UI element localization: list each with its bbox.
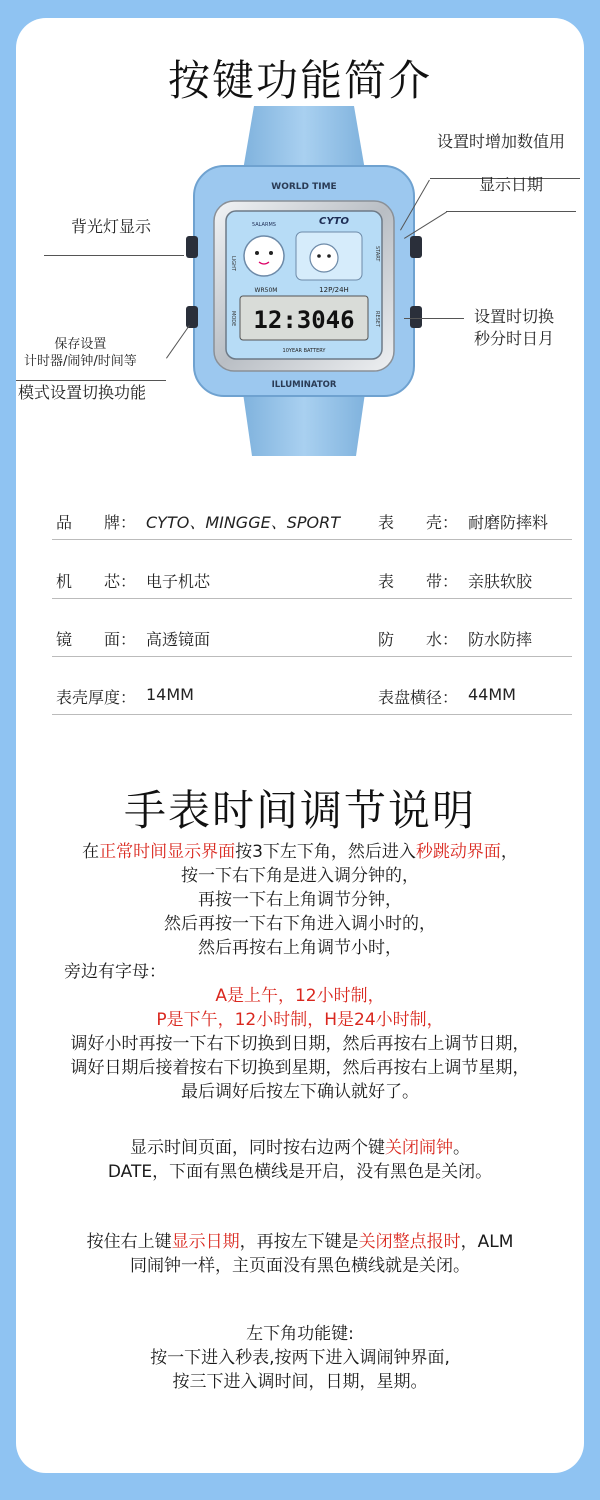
instruction-text: 按住右上键 (86, 1232, 172, 1252)
alarms-text: 5ALARMS (252, 222, 276, 228)
callout-increase-value: 设置时增加数值用 (437, 132, 566, 151)
instruction-line: 按三下进入调时间，日期，星期。 (172, 1372, 428, 1392)
instruction-line: DATE，下面有黑色横线是开启，没有黑色是关闭。 (107, 1162, 493, 1182)
instruction-line: 旁边有字母： (64, 962, 166, 982)
spec-label: 表 带： (378, 572, 459, 591)
instruction-line (16, 1230, 584, 1254)
spec-label: 品 牌： (56, 513, 137, 532)
instruction-text: 在 (82, 842, 100, 862)
spec-row (52, 621, 572, 657)
callout-line-top-right-2b (446, 211, 576, 212)
instruction-line: 左下角功能键: (246, 1324, 354, 1344)
callout-save-settings (24, 336, 137, 370)
instruction-line: 最后调好后按左下确认就好了。 (181, 1082, 419, 1102)
highlight-text: 关闭闹钟 (385, 1138, 453, 1158)
callout-save-settings-line1: 保存设置 (54, 337, 107, 352)
instruction-line (16, 1136, 584, 1160)
watch-illustration (184, 106, 424, 456)
lcd-digits: 12:3046 (253, 306, 355, 334)
highlight-text: 正常时间显示界面 (99, 842, 236, 862)
callout-backlight: 背光灯显示 (71, 217, 152, 236)
callout-save-settings-line2: 计时器/闹钟/时间等 (24, 354, 137, 369)
spec-label: 防 水： (378, 630, 459, 649)
spec-label: 表 壳： (378, 513, 459, 532)
spec-value: 耐磨防摔料 (468, 513, 549, 532)
spec-label: 镜 面： (56, 630, 137, 649)
spec-value: CYTO、MINGGE、SPORT (146, 513, 341, 532)
instruction-line: 同闹钟一样，主页面没有黑色横线就是关闭。 (130, 1256, 470, 1276)
spec-row (52, 563, 572, 599)
callout-switch-fields (474, 306, 554, 350)
spec-value: 14MM (146, 685, 194, 704)
brand-text: CYTO (319, 216, 349, 227)
divider (52, 598, 572, 599)
spec-value: 44MM (468, 685, 516, 704)
wr-text: WR50M (254, 287, 278, 294)
divider (52, 656, 572, 657)
section-title: 手表时间调节说明 (123, 786, 476, 835)
button-top-left (186, 236, 198, 258)
highlight-text: 显示日期 (171, 1232, 240, 1252)
spec-value: 防水防摔 (468, 630, 533, 649)
callout-line-right-3 (404, 318, 464, 319)
content-card (16, 18, 584, 1473)
button-bottom-right (410, 306, 422, 328)
cartoon-left (244, 236, 284, 276)
highlight-text: 关闭整点报时 (358, 1232, 461, 1252)
spec-value: 亲肤软胶 (468, 572, 533, 591)
instruction-text: ，ALM (460, 1232, 514, 1252)
callout-line-left-1 (44, 255, 184, 256)
battery-text: 10YEAR BATTERY (282, 348, 326, 354)
instruction-text: 。 (453, 1138, 470, 1158)
callout-show-date: 显示日期 (479, 175, 544, 194)
spec-label: 表盘横径： (378, 688, 459, 707)
spec-label: 表壳厚度： (56, 688, 137, 707)
instruction-line: 按一下右下角是进入调分钟的， (181, 866, 419, 886)
world-time-text: WORLD TIME (271, 182, 337, 192)
instruction-text: 显示时间页面，同时按右边两个键 (130, 1138, 385, 1158)
button-top-right (410, 236, 422, 258)
instruction-line: 调好日期后接着按右下切换到星期，然后再按右上调节星期， (70, 1058, 530, 1078)
instruction-line: P是下午，12小时制，H是24小时制， (156, 1010, 444, 1030)
instruction-text: ，再按左下键是 (239, 1232, 359, 1252)
format-text: 12P/24H (319, 286, 349, 294)
start-text: START (374, 246, 380, 262)
callout-switch-fields-line2: 秒分时日月 (474, 329, 555, 348)
instruction-line: 然后再按一下右下角进入调小时的， (164, 914, 436, 934)
divider (52, 714, 572, 715)
highlight-text: 秒跳动界面 (415, 842, 501, 862)
spec-value: 高透镜面 (146, 630, 211, 649)
mode-text: MODE (230, 311, 236, 327)
callout-mode-switch: 模式设置切换功能 (18, 383, 147, 402)
instruction-text: 按3下左下角，然后进入 (235, 842, 416, 862)
instruction-line: 按一下进入秒表,按两下进入调闹钟界面, (150, 1348, 450, 1368)
spec-label: 机 芯： (56, 572, 137, 591)
spec-row (52, 504, 572, 540)
callout-switch-fields-line1: 设置时切换 (474, 307, 555, 326)
instruction-line (16, 840, 584, 864)
divider (52, 539, 572, 540)
spec-value: 电子机芯 (146, 572, 211, 591)
instruction-line: 然后再按右上角调节小时， (198, 938, 402, 958)
reset-text: RESET (374, 311, 380, 328)
page-title: 按键功能简介 (167, 56, 432, 105)
cartoon-right (310, 244, 338, 272)
instruction-line: 调好小时再按一下右下切换到日期，然后再按右上调节日期， (70, 1034, 530, 1054)
instruction-text: ， (500, 842, 518, 862)
spec-row (52, 679, 572, 715)
illuminator-text: ILLUMINATOR (271, 380, 337, 390)
instruction-line: 再按一下右上角调节分钟， (198, 890, 402, 910)
instruction-line: A是上午，12小时制， (215, 986, 385, 1006)
light-text: LIGHT (230, 256, 236, 271)
